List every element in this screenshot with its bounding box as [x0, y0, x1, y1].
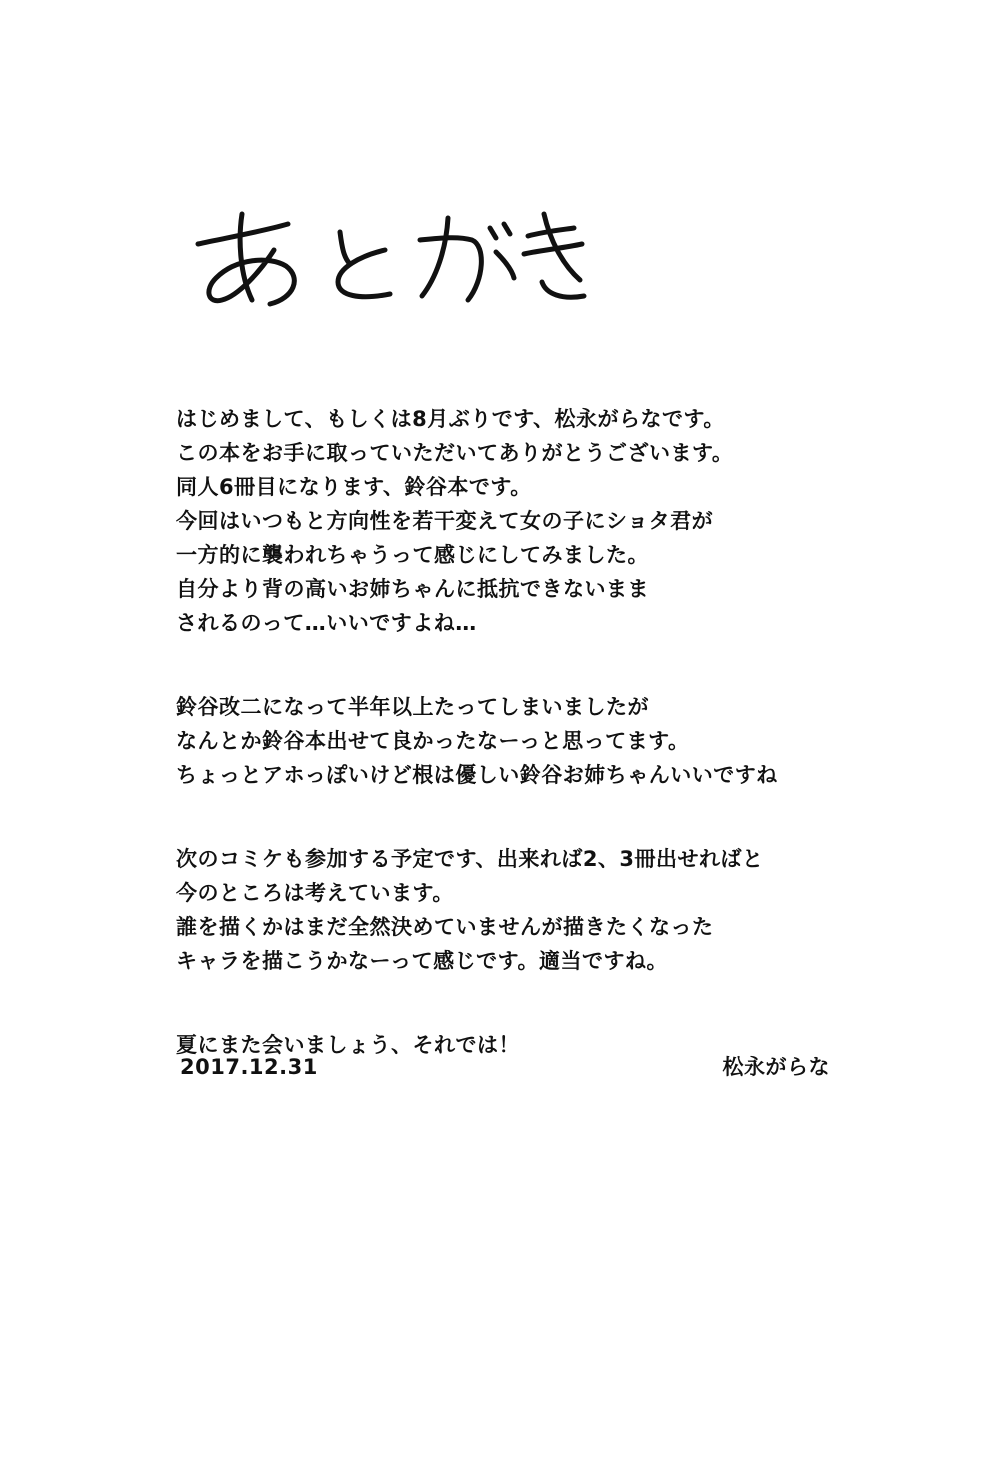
text-line: 鈴谷改二になって半年以上たってしまいましたが — [176, 695, 649, 719]
text-line: 今回はいつもと方向性を若干変えて女の子にショタ君が — [176, 509, 714, 533]
paragraph-1 — [176, 402, 876, 640]
text-line: 次のコミケも参加する予定です、出来れば2、3冊出せればと — [176, 847, 764, 871]
text-line: 今のところは考えています。 — [176, 881, 454, 905]
paragraph-gap — [176, 792, 876, 842]
paragraph-gap — [176, 978, 876, 1028]
text-line: はじめまして、もしくは8月ぶりです、松永がらなです。 — [176, 407, 725, 431]
text-line: 夏にまた会いましょう、それでは！ — [176, 1033, 520, 1057]
text-line: キャラを描こうかなーって感じです。適当ですね。 — [176, 949, 668, 973]
paragraph-gap — [176, 640, 876, 690]
paragraph-2 — [176, 690, 876, 792]
text-line: 同人6冊目になります、鈴谷本です。 — [176, 475, 532, 499]
text-line: 誰を描くかはまだ全然決めていませんが描きたくなった — [176, 915, 714, 939]
text-line: この本をお手に取っていただいてありがとうございます。 — [176, 441, 734, 465]
signature-footer — [176, 1050, 836, 1084]
date-label: 2017.12.31 — [180, 1055, 318, 1079]
handwritten-title — [190, 200, 590, 320]
afterword-body — [176, 402, 876, 1062]
text-line: なんとか鈴谷本出せて良かったなーっと思ってます。 — [176, 729, 690, 753]
paragraph-3 — [176, 842, 876, 978]
author-name: 松永がらな — [722, 1055, 830, 1079]
text-line: ちょっとアホっぽいけど根は優しい鈴谷お姉ちゃんいいですね — [176, 763, 778, 787]
handwritten-title-drawing — [190, 200, 590, 320]
text-line: されるのって…いいですよね… — [176, 611, 477, 635]
text-line: 一方的に襲われちゃうって感じにしてみました。 — [176, 543, 649, 567]
text-line: 自分より背の高いお姉ちゃんに抵抗できないまま — [176, 577, 649, 601]
